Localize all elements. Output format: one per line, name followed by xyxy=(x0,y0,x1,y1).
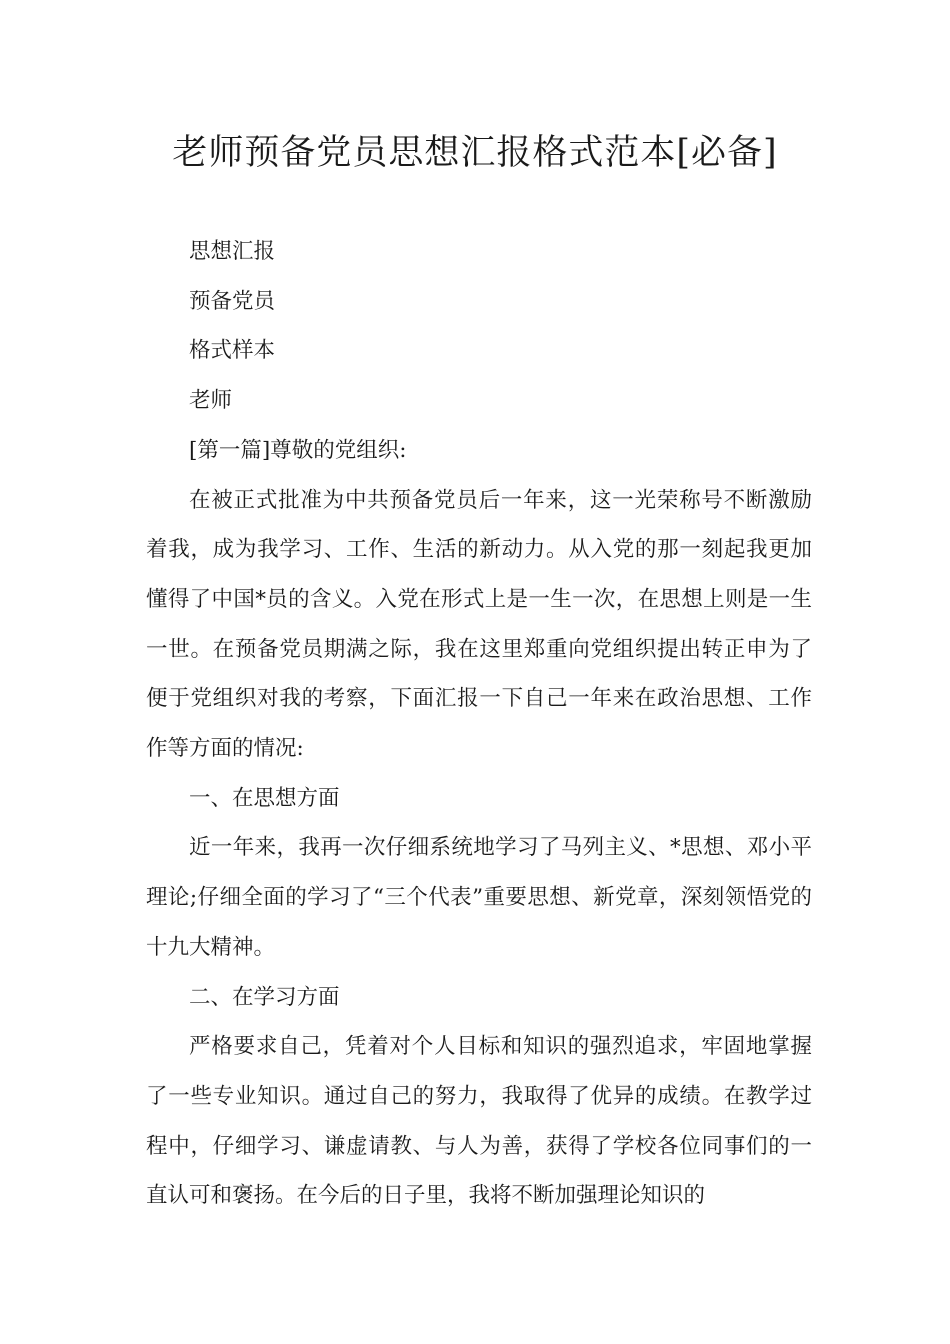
section-heading-thought: 一、在思想方面 xyxy=(189,785,340,811)
keyword-line-2: 预备党员 xyxy=(189,288,276,314)
keyword-line-4: 老师 xyxy=(189,388,233,414)
body-paragraph-intro: 在被正式批准为中共预备党员后一年来，这一光荣称号不断激励着我，成为我学习、工作、生活的新动力。从入党的那一刻起我更加懂得了中国*员的含义。入党在形式上是一生一次，在思想上则是一生一世。在预备党员期满之际，我在这里郑重向党组织提出转正申为了便于党组织对我的考察，下面汇报一下自己一年来在政治思想、工作作等方面的情况: xyxy=(146,487,812,762)
document-title: 老师预备党员思想汇报格式范本[必备] xyxy=(172,133,778,173)
keyword-line-1: 思想汇报 xyxy=(189,239,276,264)
keyword-line-3: 格式样本 xyxy=(189,338,276,364)
salutation: [第一篇]尊敬的党组织: xyxy=(189,437,407,463)
body-paragraph-study: 严格要求自己，凭着对个人目标和知识的强烈追求，牢固地掌握了一些专业知识。通过自己的努力，我取得了优异的成绩。在教学过程中，仔细学习、谦虚请教、与人为善，获得了学校各位同事们的一直认可和褒扬。在今后的日子里，我将不断加强理论知识的 xyxy=(146,1034,812,1209)
body-paragraph-thought: 近一年来，我再一次仔细系统地学习了马列主义、*思想、邓小平理论;仔细全面的学习了“三个代表”重要思想、新党章，深刻领悟党的十九大精神。 xyxy=(146,835,812,960)
document-body xyxy=(146,227,812,1221)
section-heading-study: 二、在学习方面 xyxy=(189,984,340,1010)
